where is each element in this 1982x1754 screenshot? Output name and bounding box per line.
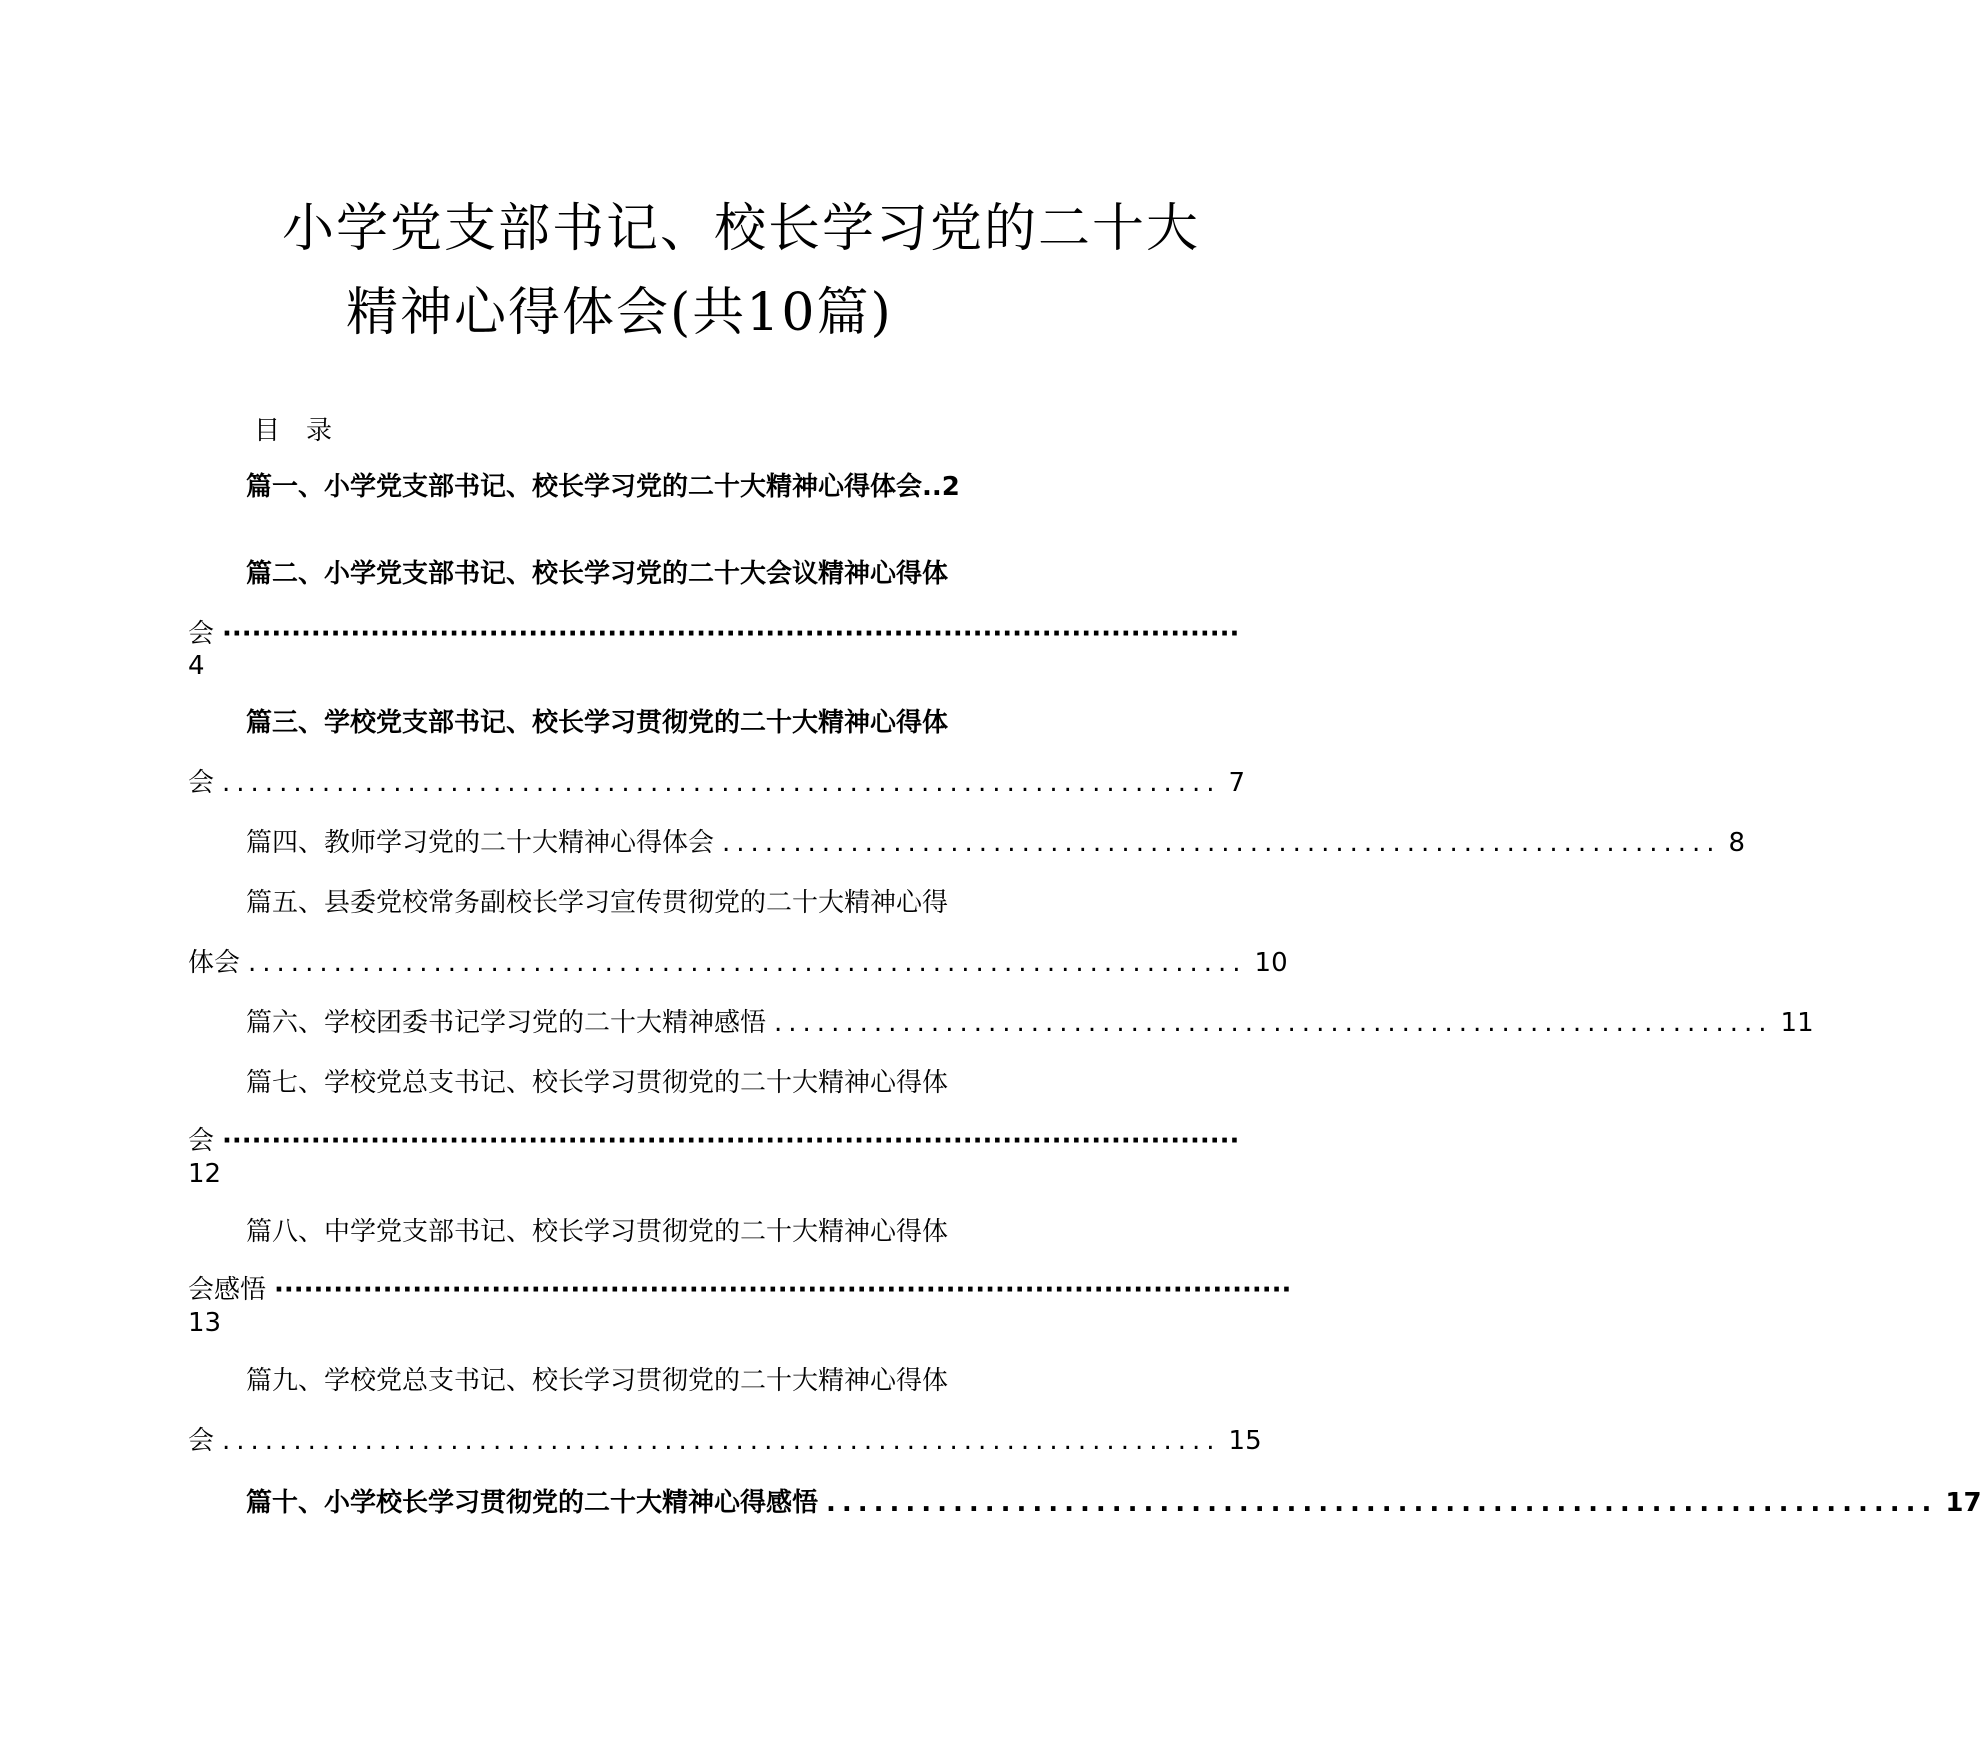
toc-entry-10-text: 篇十、小学校长学习贯彻党的二十大精神心得感悟 [246,1488,819,1518]
toc-leader-dots: ······································································································· [222,1126,1240,1156]
toc-leader-dots: ...................................................................... [222,1426,1221,1456]
toc-leader-dots: ...................................................................... [222,768,1221,798]
document-title-line-2: 精神心得体会(共10篇) [346,283,893,343]
toc-leader-dots: ...................................................................... [248,948,1247,978]
toc-leader-dots: ...................................................................... [774,1008,1773,1038]
toc-entry-4-text: 篇四、教师学习党的二十大精神心得体会 [246,828,715,858]
toc-entry-7-tail: 会 [188,1126,215,1156]
toc-entry-6-text: 篇六、学校团委书记学习党的二十大精神感悟 [246,1008,767,1038]
toc-entry-2-page: 4 [188,651,205,681]
toc-entry-5-page: 10 [1254,948,1288,978]
toc-entry-4-page: 8 [1728,828,1746,858]
toc-entry-5-tail: 体会 [188,948,241,978]
toc-leader-dots: ······································································································· [222,619,1240,649]
toc-entry-7-line-1[interactable]: 篇七、学校党总支书记、校长学习贯彻党的二十大精神心得体 [246,1068,949,1098]
toc-leader-dots: ...................................................................... [722,828,1721,858]
toc-entry-9-page: 15 [1228,1426,1262,1456]
toc-entry-10[interactable] [246,1483,1982,1523]
toc-entry-9-line-2[interactable] [188,1421,1262,1461]
toc-entry-4[interactable] [246,823,1746,863]
toc-entry-8-line-1[interactable]: 篇八、中学党支部书记、校长学习贯彻党的二十大精神心得体 [246,1217,949,1247]
toc-entry-6-page: 11 [1780,1008,1814,1038]
toc-entry-3-tail: 会 [188,768,215,798]
toc-leader-dots: ...................................................................... [826,1488,1938,1518]
toc-entry-3-line-1[interactable]: 篇三、学校党支部书记、校长学习贯彻党的二十大精神心得体 [246,708,949,738]
toc-entry-5-line-2[interactable] [188,943,1288,983]
toc-heading: 目录 [254,416,359,446]
toc-leader-dots: ······································································································· [274,1275,1292,1305]
toc-entry-7-page: 12 [188,1159,222,1189]
toc-entry-2-tail: 会 [188,619,215,649]
toc-entry-8-page: 13 [188,1308,222,1338]
toc-entry-2-line-1[interactable]: 篇二、小学党支部书记、校长学习党的二十大会议精神心得体 [246,559,949,589]
toc-entry-6[interactable] [246,1003,1814,1043]
toc-entry-9-tail: 会 [188,1426,215,1456]
toc-entry-9-line-1[interactable]: 篇九、学校党总支书记、校长学习贯彻党的二十大精神心得体 [246,1366,949,1396]
toc-entry-3-line-2[interactable] [188,763,1246,803]
toc-entry-8-tail: 会感悟 [188,1275,267,1305]
toc-entry-10-page: 17 [1945,1488,1982,1518]
toc-entry-5-line-1[interactable]: 篇五、县委党校常务副校长学习宣传贯彻党的二十大精神心得 [246,888,949,918]
document-title-line-1: 小学党支部书记、校长学习党的二十大 [282,199,1201,259]
toc-entry-3-page: 7 [1228,768,1246,798]
toc-entry-1[interactable]: 篇一、小学党支部书记、校长学习党的二十大精神心得体会..2 [246,472,960,502]
